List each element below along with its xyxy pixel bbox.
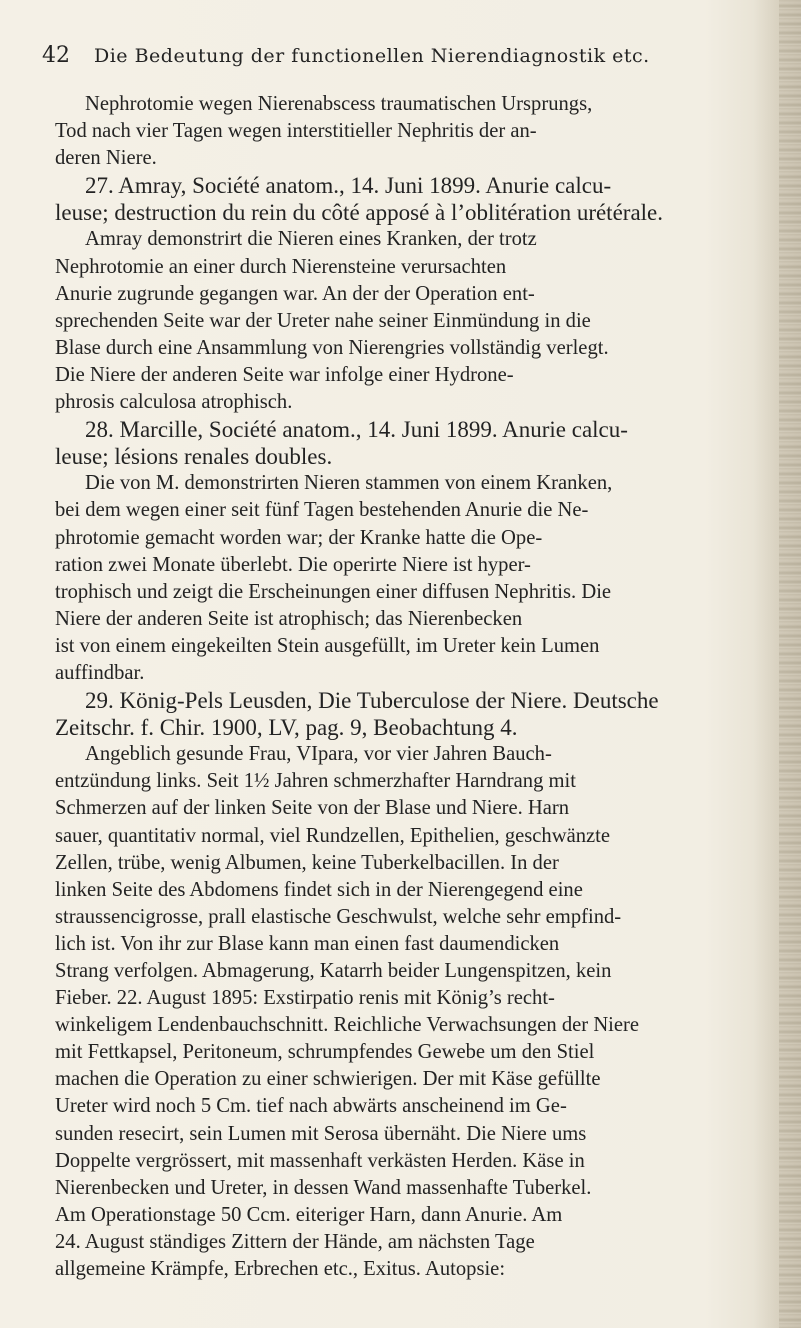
text-line: Strang verfolgen. Abmagerung, Katarrh beider Lungenspitzen, kein <box>55 960 612 982</box>
text-line: Die von M. demonstrirten Nieren stammen von einem Kranken, <box>85 472 613 495</box>
text-line: 29. König-Pels Leusden, Die Tuberculose der Niere. Deutsche <box>85 688 659 714</box>
text-line: sunden resecirt, sein Lumen mit Serosa übernäht. Die Niere ums <box>55 1122 587 1145</box>
page-number: 42 <box>42 43 70 68</box>
text-line: straussencigrosse, prall elastische Geschwulst, welche sehr empfind- <box>55 905 622 928</box>
text-line: 28. Marcille, Société anatom., 14. Juni 1899. Anurie calcu- <box>85 417 628 443</box>
text-line: 27. Amray, Société anatom., 14. Juni 1899. Anurie calcu- <box>85 173 612 199</box>
text-line: entzündung links. Seit 1½ Jahren schmerzhafter Harndrang mit <box>55 770 576 793</box>
text-line: ration zwei Monate überlebt. Die operirte Niere ist hyper- <box>55 553 531 576</box>
text-line: Ureter wird noch 5 Cm. tief nach abwärts anscheinend im Ge- <box>55 1095 567 1118</box>
text-line: Zeitschr. f. Chir. 1900, LV, pag. 9, Beobachtung 4. <box>55 715 518 741</box>
text-line: sprechenden Seite war der Ureter nahe seiner Einmündung in die <box>55 309 591 332</box>
text-line: Nierenbecken und Ureter, in dessen Wand massenhafte Tuberkel. <box>55 1176 592 1199</box>
text-line: mit Fettkapsel, Peritoneum, schrumpfendes Gewebe um den Stiel <box>55 1041 595 1064</box>
text-line: allgemeine Krämpfe, Erbrechen etc., Exitus. Autopsie: <box>55 1258 506 1281</box>
text-line: Nephrotomie an einer durch Nierensteine verursachten <box>55 255 507 278</box>
text-line: Zellen, trübe, wenig Albumen, keine Tuberkelbacillen. In der <box>55 851 559 874</box>
text-line: Niere der anderen Seite ist atrophisch; das Nierenbecken <box>55 607 523 630</box>
text-line: Die Niere der anderen Seite war infolge einer Hydrone- <box>55 363 514 386</box>
text-line: sauer, quantitativ normal, viel Rundzellen, Epithelien, geschwänzte <box>55 824 611 847</box>
text-line: lich ist. Von ihr zur Blase kann man einen fast daumendicken <box>55 932 560 955</box>
text-line: leuse; destruction du rein du côté apposé à l’oblitération urétérale. <box>55 200 663 226</box>
text-line: Fieber. 22. August 1895: Exstirpatio renis mit König’s recht- <box>55 987 555 1010</box>
text-line: 24. August ständiges Zittern der Hände, am nächsten Tage <box>55 1230 535 1253</box>
body-text <box>55 91 760 1283</box>
text-line: Tod nach vier Tagen wegen interstitieller Nephritis der an- <box>55 120 537 143</box>
text-line: phrosis calculosa atrophisch. <box>55 391 293 414</box>
text-line: auffindbar. <box>55 661 145 684</box>
text-line: trophisch und zeigt die Erscheinungen einer diffusen Nephritis. Die <box>55 580 612 603</box>
text-line: winkeligem Lendenbauchschnitt. Reichliche Verwachsungen der Niere <box>55 1014 640 1037</box>
text-line: Blase durch eine Ansammlung von Nierengries vollständig verlegt. <box>55 336 609 359</box>
running-title: Die Bedeutung der functionellen Nierendiagnostik etc. <box>94 45 650 67</box>
text-line: Amray demonstrirt die Nieren eines Kranken, der trotz <box>85 228 537 251</box>
text-line: Nephrotomie wegen Nierenabscess traumatischen Ursprungs, <box>85 93 593 115</box>
text-line: Am Operationstage 50 Ccm. eiteriger Harn, dann Anurie. Am <box>55 1203 563 1226</box>
text-line: deren Niere. <box>55 147 157 170</box>
page-edge <box>779 0 801 1328</box>
text-line: leuse; lésions renales doubles. <box>55 444 333 470</box>
text-line: phrotomie gemacht worden war; der Kranke hatte die Ope- <box>55 526 543 549</box>
text-line: Anurie zugrunde gegangen war. An der der Operation ent- <box>55 282 535 305</box>
text-line: linken Seite des Abdomens findet sich in der Nierengegend eine <box>55 878 583 901</box>
text-line: machen die Operation zu einer schwierigen. Der mit Käse gefüllte <box>55 1068 601 1091</box>
text-line: Schmerzen auf der linken Seite von der Blase und Niere. Harn <box>55 797 570 820</box>
text-line: Angeblich gesunde Frau, VIpara, vor vier Jahren Bauch- <box>85 743 552 766</box>
text-line: ist von einem eingekeilten Stein ausgefüllt, im Ureter kein Lumen <box>55 634 600 657</box>
text-line: bei dem wegen einer seit fünf Tagen bestehenden Anurie die Ne- <box>55 499 589 522</box>
text-line: Doppelte vergrössert, mit massenhaft verkästen Herden. Käse in <box>55 1149 585 1172</box>
